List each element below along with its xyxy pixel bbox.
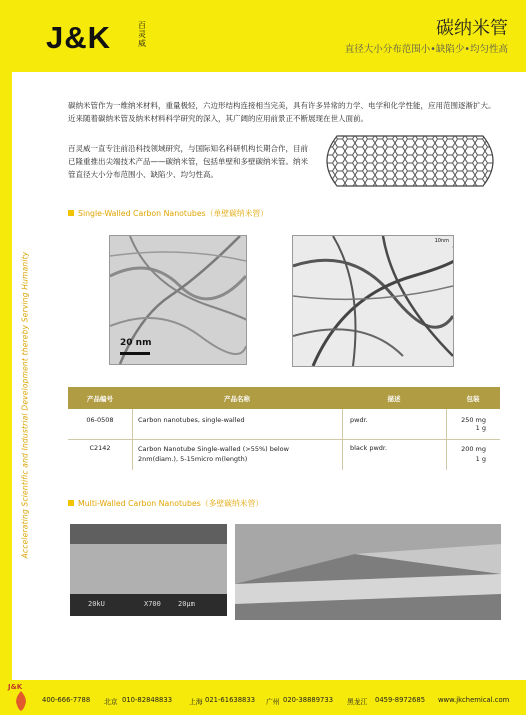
- cell-pack: 250 mg 1 g: [461, 416, 486, 432]
- sem-image-1: [70, 524, 227, 616]
- footer-logo: J&K: [8, 683, 23, 691]
- sem-voltage: 20kU: [88, 600, 105, 608]
- sem-magnification: X700: [144, 600, 161, 608]
- footer-heilongjiang: 0459-8972685: [375, 696, 426, 704]
- cell-desc: black pwdr.: [350, 444, 388, 452]
- col-header-pack: 包装: [466, 395, 480, 403]
- section-label-multi-walled: [68, 498, 263, 509]
- footer-beijing-label: 北京: [104, 698, 118, 706]
- scale-label: 10nm: [434, 238, 449, 244]
- sidebar-slogan: Accelerating Scientific and Industrial Development thereby Serving Humanity: [20, 251, 30, 559]
- company-paragraph: 百灵威一直专注前沿科技领域研究，与国际知名科研机构长期合作，目前已隆重推出尖端技术产品——碳纳米管，包括单壁和多壁碳纳米管。纳米管直径大小分布范围小、缺陷少、均匀性高。: [68, 144, 308, 179]
- section-marker-icon: [68, 210, 74, 216]
- page-title: 碳纳米管: [436, 18, 508, 39]
- nanotube-structure-illustration: [315, 131, 505, 191]
- header-bar: [0, 0, 526, 72]
- col-header-code: 产品编号: [87, 395, 113, 403]
- cell-name: Carbon nanotubes, single-walled: [138, 416, 245, 424]
- footer-shanghai-label: 上海: [189, 698, 203, 706]
- table-row: [68, 440, 500, 470]
- brand-logo-sub: 百灵威: [138, 21, 146, 48]
- cell-code: C2142: [89, 444, 111, 452]
- cell-code: 06-0508: [86, 416, 114, 424]
- cell-name: Carbon Nanotube Single-walled (>55%) below 2nm(diam.), 5-15micro m(length): [138, 445, 289, 463]
- cell-pack: 200 mg 1 g: [461, 445, 486, 463]
- table-header: [68, 387, 500, 409]
- product-table: [68, 387, 500, 470]
- brand-logo: J&K: [46, 20, 112, 55]
- footer-phone: 400-666-7788: [42, 696, 91, 704]
- footer-website: www.jkchemical.com: [438, 696, 510, 704]
- footer-heilongjiang-label: 黑龙江: [347, 698, 368, 706]
- table-row: [68, 409, 500, 440]
- footer-shanghai: 021-61638833: [205, 696, 256, 704]
- col-header-name: 产品名称: [224, 395, 250, 403]
- flame-logo-icon: [12, 691, 30, 711]
- side-bar: [0, 72, 12, 680]
- tem-micrograph-1: [109, 235, 247, 365]
- sem-scale: 20μm: [178, 600, 195, 608]
- page-subtitle: 直径大小分布范围小•缺陷少•均匀性高: [344, 44, 508, 55]
- section-label-text: Multi-Walled Carbon Nanotubes（多壁碳纳米管）: [78, 499, 264, 508]
- footer-beijing: 010-82848833: [122, 696, 173, 704]
- section-marker-icon: [68, 500, 74, 506]
- sem-image-2: [235, 524, 501, 620]
- intro-paragraph: 碳纳米管作为一维纳米材料，重量极轻，六边形结构连接相当完美，具有许多异常的力学、电学和化学性能，应用范围逐渐扩大。近来随着碳纳米管及纳米材料科学研究的深入，其广阔的应用前景正不断展现在世人面前。: [68, 101, 496, 123]
- footer-bar: [0, 680, 526, 715]
- section-label-text: Single-Walled Carbon Nanotubes（单壁碳纳米管）: [78, 209, 269, 218]
- footer-guangzhou: 020-38889733: [283, 696, 334, 704]
- scale-label: 20 nm: [120, 338, 152, 348]
- cell-desc: pwdr.: [350, 416, 368, 424]
- tem-micrograph-2: [292, 235, 454, 367]
- footer-guangzhou-label: 广州: [266, 698, 280, 706]
- col-header-desc: 描述: [387, 395, 401, 403]
- section-label-single-walled: [68, 208, 268, 219]
